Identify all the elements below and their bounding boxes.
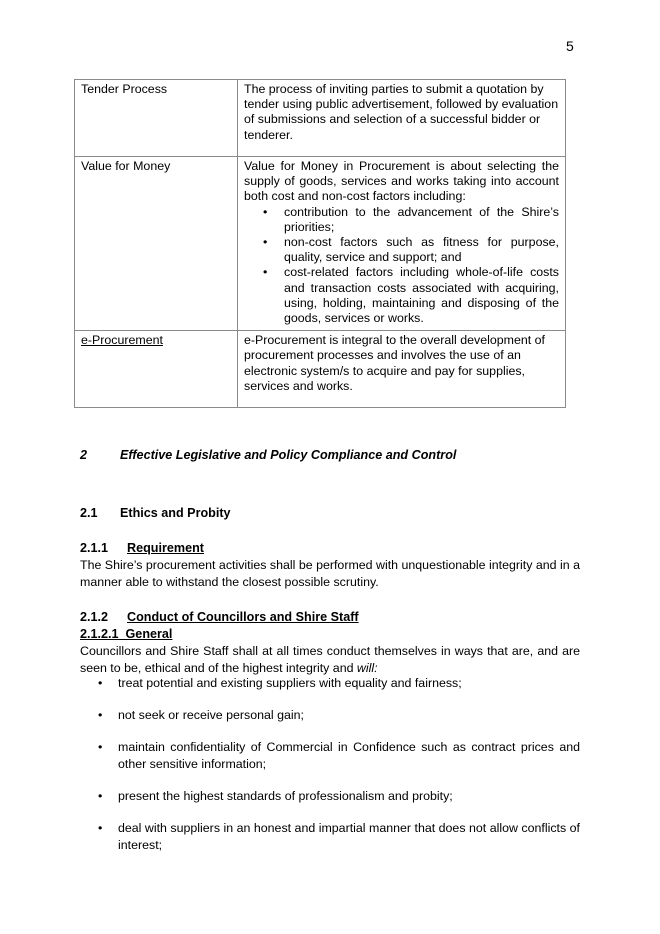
table-row bbox=[75, 80, 566, 157]
conduct-intro-emphasis: will: bbox=[356, 660, 378, 675]
bullet-icon: • bbox=[98, 708, 103, 722]
list-item bbox=[80, 707, 580, 724]
bullet-icon: • bbox=[98, 821, 103, 835]
section-heading bbox=[80, 448, 456, 462]
section-number: 2 bbox=[80, 448, 88, 462]
bullet-icon: • bbox=[98, 676, 103, 690]
general-title: General bbox=[125, 627, 173, 641]
bullet-icon: • bbox=[98, 740, 103, 754]
subsection-number: 2.1 bbox=[80, 506, 98, 520]
conduct-title: Conduct of Councillors and Shire Staff bbox=[127, 610, 359, 624]
list-item bbox=[80, 820, 580, 854]
requirement-title: Requirement bbox=[127, 541, 204, 555]
subsection-heading bbox=[80, 506, 231, 520]
definition-text bbox=[238, 331, 566, 408]
definition-term bbox=[75, 331, 238, 408]
list-item: • cost-related factors including whole-of-life costs and transaction costs associated with acquiring, using, holding, maintaining and disposing of the goods, services or works. bbox=[284, 265, 559, 326]
definition-paragraph: The process of inviting parties to submit a quotation by tender using public advertisement, followed by evaluation of submissions and selection of a successful bidder or tenderer. bbox=[244, 82, 559, 142]
section-title: Effective Legislative and Policy Compliance and Control bbox=[120, 448, 457, 462]
definition-term: Value for Money bbox=[75, 157, 238, 331]
definition-paragraph: e-Procurement is integral to the overall development of procurement processes and involves the use of an electronic system/s to acquire and pay for supplies, services and works. bbox=[244, 333, 545, 393]
requirement-text: The Shire’s procurement activities shall be performed with unquestionable integrity and in a manner able to withstand the closest possible scrutiny. bbox=[80, 558, 580, 589]
definition-bullets bbox=[244, 205, 559, 327]
conduct-number: 2.1.2 bbox=[80, 610, 109, 624]
list-item-text: present the highest standards of professionalism and probity; bbox=[118, 789, 453, 803]
list-item bbox=[80, 788, 580, 805]
definition-term: Tender Process bbox=[75, 80, 238, 157]
list-item: • non-cost factors such as fitness for purpose, quality, service and support; and bbox=[284, 235, 559, 265]
conduct-heading bbox=[80, 610, 359, 624]
list-item-text: deal with suppliers in an honest and impartial manner that does not allow conflicts of interest; bbox=[118, 821, 580, 852]
conduct-intro bbox=[80, 643, 580, 677]
definition-text bbox=[238, 157, 566, 331]
bullet-icon: • bbox=[98, 789, 103, 803]
list-item-text: treat potential and existing suppliers with equality and fairness; bbox=[118, 676, 462, 690]
list-item: • contribution to the advancement of the Shire’s priorities; bbox=[284, 205, 559, 235]
list-item bbox=[80, 739, 580, 773]
page-number: 5 bbox=[566, 38, 574, 54]
definition-paragraph: Value for Money in Procurement is about selecting the supply of goods, services and works taking into account both cost and non-cost factors including: bbox=[244, 159, 559, 204]
definition-text bbox=[238, 80, 566, 157]
conduct-list bbox=[80, 675, 580, 869]
general-heading bbox=[80, 627, 172, 641]
list-item-text: maintain confidentiality of Commercial in Confidence such as contract prices and other sensitive information; bbox=[118, 740, 580, 771]
table-row bbox=[75, 157, 566, 331]
general-number: 2.1.2.1 bbox=[80, 627, 119, 641]
table-row bbox=[75, 331, 566, 408]
subsection-title: Ethics and Probity bbox=[120, 506, 231, 520]
conduct-intro-text: Councillors and Shire Staff shall at all times conduct themselves in ways that are, and are seen to be, ethical and of the highest integrity and bbox=[80, 644, 580, 675]
requirement-number: 2.1.1 bbox=[80, 541, 109, 555]
list-item bbox=[80, 675, 580, 692]
requirement-heading bbox=[80, 541, 204, 555]
definitions-table bbox=[74, 79, 566, 408]
definition-term-text: e-Procurement bbox=[81, 333, 163, 348]
list-item-text: not seek or receive personal gain; bbox=[118, 708, 304, 722]
